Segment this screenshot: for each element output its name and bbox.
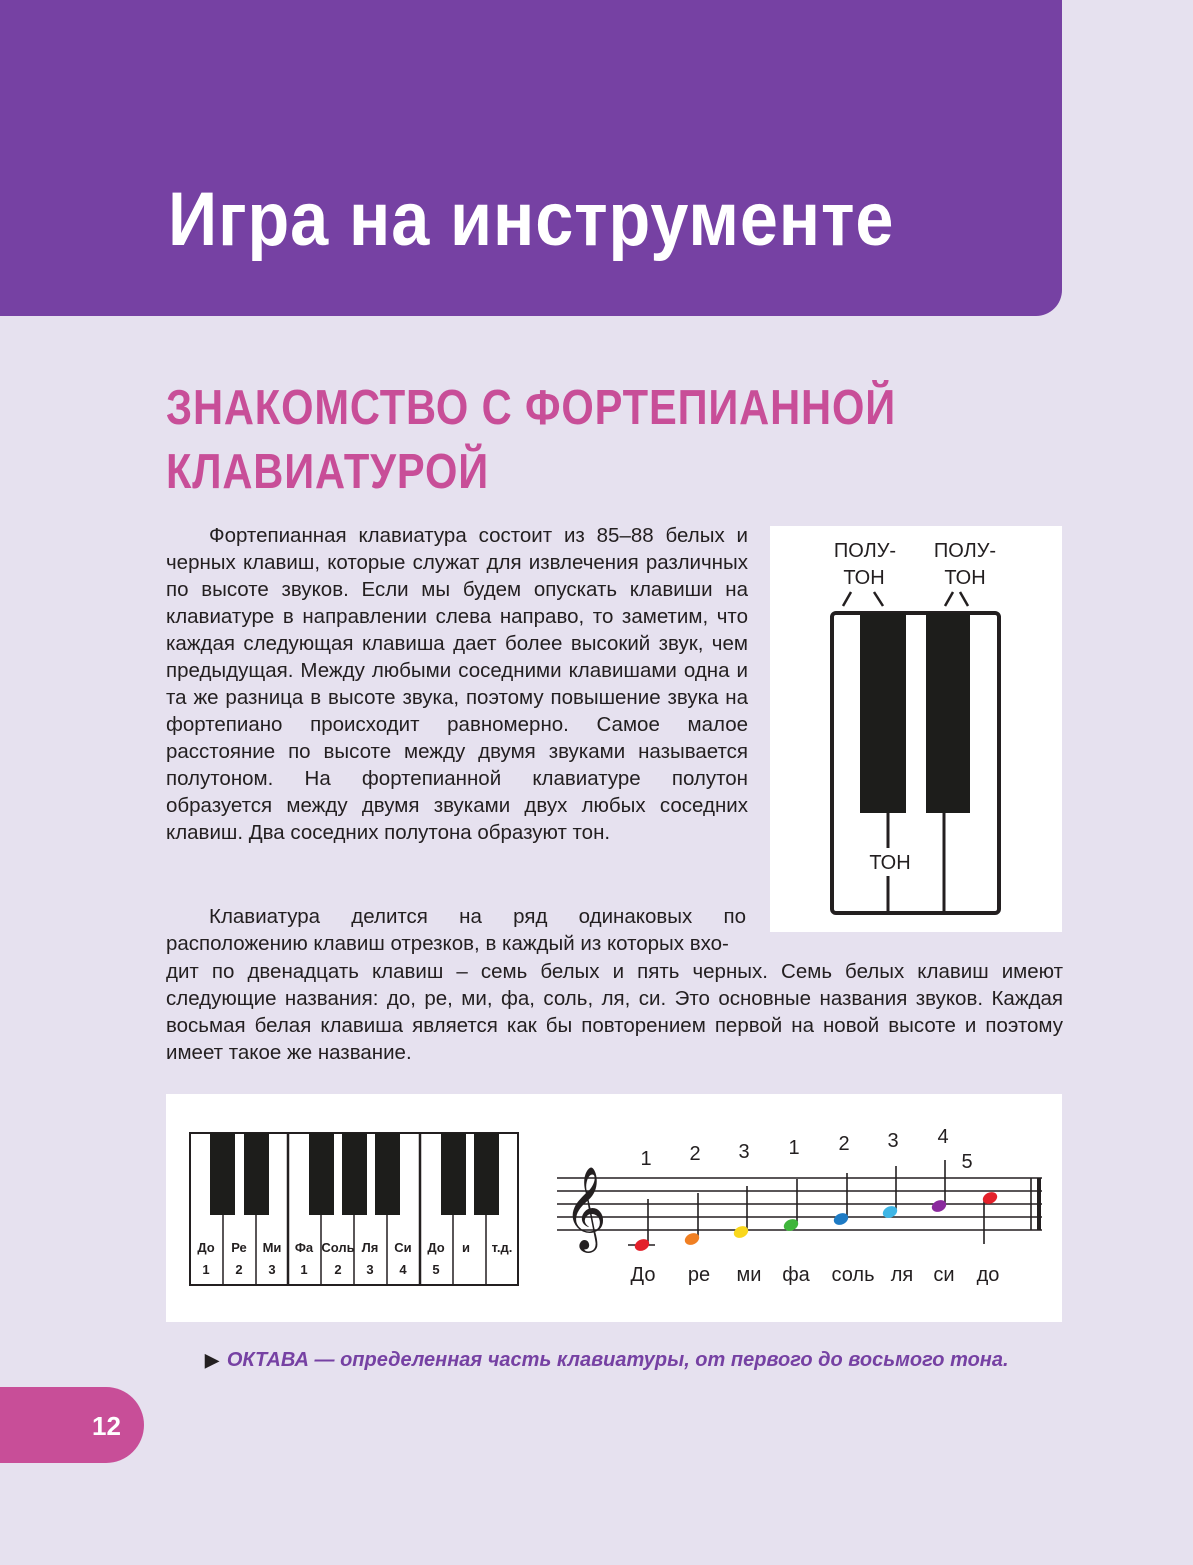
key-num-3: 3 (268, 1262, 276, 1277)
key-num-6: 3 (366, 1262, 374, 1277)
semitone-figure (770, 526, 1062, 932)
key-name-2: Ре (231, 1240, 247, 1255)
key-name-7: Си (394, 1240, 412, 1255)
page-number: 12 (92, 1411, 121, 1441)
page-number-badge (0, 1387, 144, 1463)
key-name-9: и (462, 1240, 470, 1255)
note-name-4: фа (782, 1264, 810, 1286)
octave-definition (205, 1349, 1009, 1372)
note-name-3: ми (736, 1264, 762, 1286)
semitone-ticks (843, 592, 968, 606)
semitone-label-left-line1: ПОЛУ- (833, 540, 897, 562)
finger-number-4: 1 (788, 1137, 800, 1159)
key-num-1: 1 (202, 1262, 210, 1277)
black-key-2 (926, 613, 970, 813)
finger-number-3: 3 (738, 1141, 750, 1163)
note-name-2: ре (687, 1264, 711, 1286)
key-name-5: Соль (321, 1240, 355, 1255)
keyboard-illustration (190, 1133, 518, 1285)
body-paragraph-1: Фортепианная клавиатура состоит из 85–88 белых и черных клавиш, которые служат для извлечения различных по высоте звуков. Если мы будем опускать клавиши на клавиатуре в направлении слева направо, то заметим, что каждая следующая клавиша дает более высокий звук, чем предыдущая. Между любыми соседними клавишами одна и та же разница в высоте звука, поэтому повышение звука на фортепиано происходит равномерно. Самое малое расстояние по высоте между двумя звуками называется полутоном. На фортепианной клавиатуре полутон образуется между двумя звуками двух любых соседних клавиш. Два соседних полутона образуют тон. (166, 524, 748, 844)
key-name-1: До (197, 1240, 215, 1255)
finger-number-8: 5 (961, 1151, 973, 1173)
finger-number-5: 2 (838, 1133, 850, 1155)
note-name-1: До (630, 1264, 656, 1286)
semitone-label-left-line2: ТОН (843, 567, 885, 589)
finger-number-1: 1 (640, 1148, 652, 1170)
chapter-header (0, 0, 1062, 316)
body-paragraph-2: Клавиатура делится на ряд одинаковых по расположению клавиш отрезков, в каждый из которых вхо- (166, 905, 746, 955)
tone-label: ТОН (869, 852, 911, 874)
key-name-10: т.д. (491, 1240, 513, 1255)
section-title: ЗНАКОМСТВО С ФОРТЕПИАННОЙ КЛАВИАТУРОЙ (166, 381, 897, 499)
note-name-6: ля (890, 1264, 914, 1286)
definition-text: — определенная часть клавиатуры, от первого до восьмого тона. (308, 1349, 1009, 1371)
semitone-label-right-line1: ПОЛУ- (933, 540, 997, 562)
arrow-right-icon: ▶ (205, 1350, 219, 1370)
finger-number-7: 4 (937, 1126, 949, 1148)
note-name-8: до (976, 1264, 1000, 1286)
key-num-8: 5 (432, 1262, 440, 1277)
key-num-5: 2 (334, 1262, 342, 1277)
finger-number-6: 3 (887, 1130, 899, 1152)
definition-term: ОКТАВА (226, 1349, 309, 1371)
key-name-6: Ля (361, 1240, 379, 1255)
note-name-7: си (933, 1264, 955, 1286)
key-num-7: 4 (399, 1262, 407, 1277)
white-keys-outline (832, 613, 999, 913)
semitone-label-right-line2: ТОН (944, 567, 986, 589)
key-num-2: 2 (235, 1262, 243, 1277)
key-name-8: До (427, 1240, 445, 1255)
octave-figure (166, 1094, 1062, 1322)
note-name-5: соль (831, 1264, 875, 1286)
key-name-4: Фа (294, 1240, 314, 1255)
black-key-1 (860, 613, 906, 813)
finger-number-2: 2 (689, 1143, 701, 1165)
key-name-3: Ми (262, 1240, 282, 1255)
chapter-title: Игра на инструменте (168, 177, 895, 262)
key-num-4: 1 (300, 1262, 308, 1277)
music-staff (557, 1126, 1042, 1286)
treble-clef-icon: 𝄞 (564, 1168, 607, 1248)
body-paragraph-3: дит по двенадцать клавиш – семь белых и пять черных. Семь белых клавиш имеют следующие названия: до, ре, ми, фа, соль, ля, си. Это основные названия звуков. Каждая восьмая белая клавиша является как бы повторением первой на новой высоте и поэтому имеет такое же название. (166, 960, 1063, 1064)
